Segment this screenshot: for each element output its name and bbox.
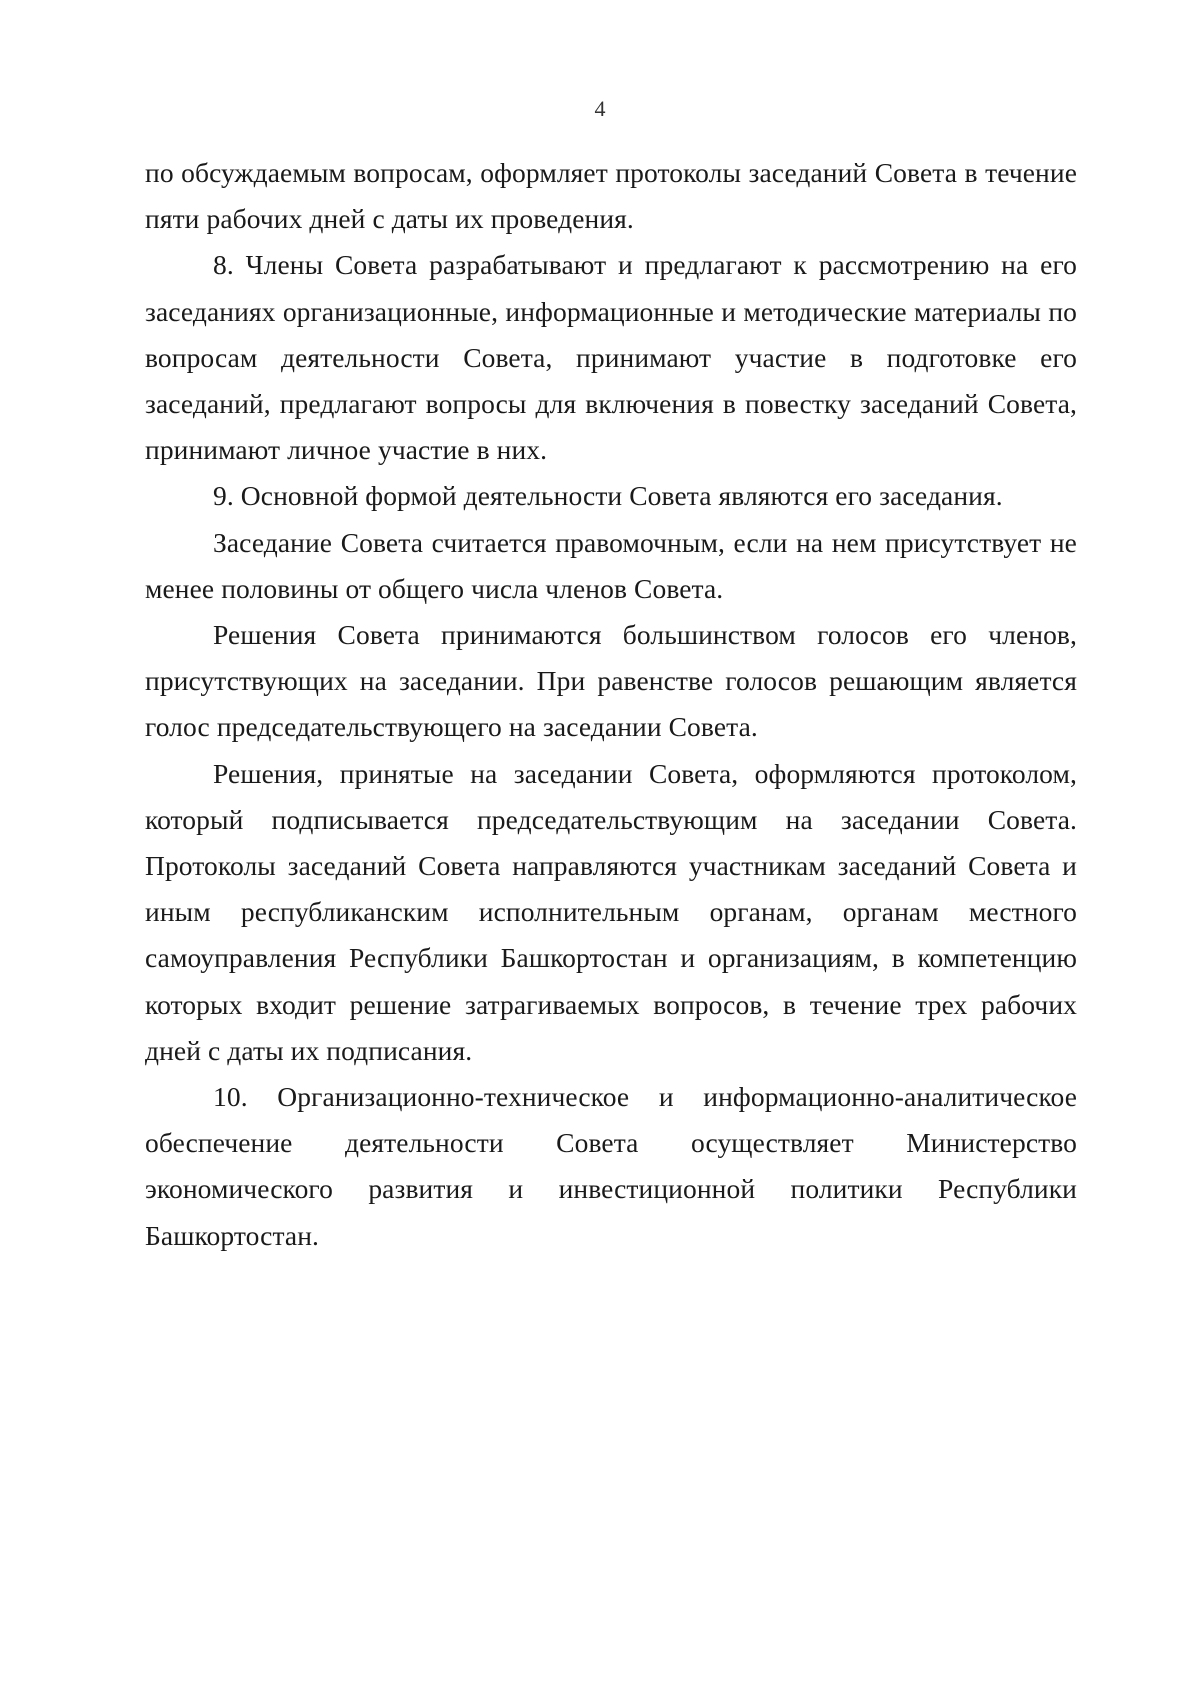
document-body — [145, 150, 1077, 1259]
paragraph-protocols: Решения, принятые на заседании Совета, оформляются протоколом, который подписывается председательствующим на заседании Совета. Протоколы заседаний Совета направляются участникам заседаний Совета и иным республиканским исполнительным органам, органам местного самоуправления Республики Башкортостан и организациям, в компетенцию которых входит решение затрагиваемых вопросов, в течение трех рабочих дней с даты их подписания. — [145, 757, 1077, 1066]
paragraph-decisions: Решения Совета принимаются большинством голосов его членов, присутствующих на заседании. При равенстве голосов решающим является голос председательствующего на заседании Совета. — [145, 619, 1077, 743]
paragraph-item-8: 8. Члены Совета разрабатывают и предлагают к рассмотрению на его заседаниях организационные, информационные и методические материалы по вопросам деятельности Совета, принимают участие в подготовке его заседаний, предлагают вопросы для включения в повестку заседаний Совета, принимают личное участие в них. — [145, 249, 1077, 466]
page-number: 4 — [594, 96, 606, 121]
paragraph-continuation: по обсуждаемым вопросам, оформляет протоколы заседаний Совета в течение пяти рабочих дней с даты их проведения. — [145, 157, 1077, 235]
paragraph-quorum: Заседание Совета считается правомочным, если на нем присутствует не менее половины от общего числа членов Совета. — [145, 526, 1077, 604]
paragraph-item-9: 9. Основной формой деятельности Совета являются его заседания. — [213, 480, 1003, 512]
paragraph-item-10: 10. Организационно-техническое и информационно-аналитическое обеспечение деятельности Совета осуществляет Министерство экономического развития и инвестиционной политики Республики Башкортостан. — [145, 1081, 1077, 1251]
